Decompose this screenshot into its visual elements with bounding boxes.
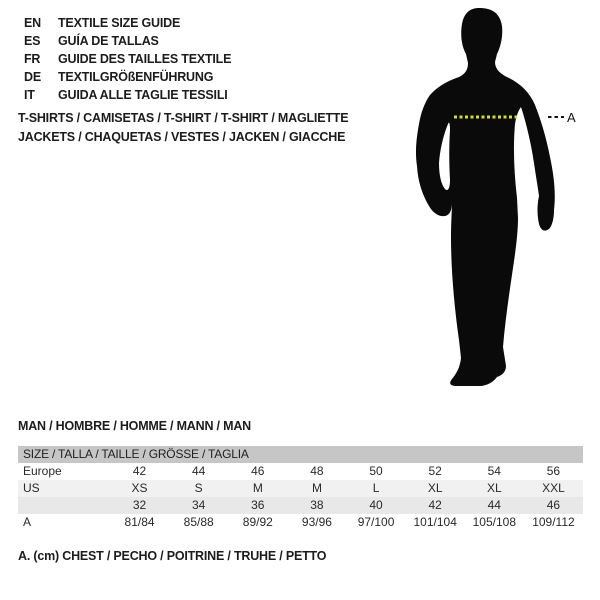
size-cell: 34: [192, 498, 206, 512]
size-cell: 81/84: [124, 515, 155, 529]
size-cell: 54: [487, 464, 501, 478]
size-cell: L: [372, 481, 380, 495]
size-cell: 89/92: [242, 515, 273, 529]
size-cell: S: [194, 481, 203, 495]
size-cell: 101/104: [413, 515, 457, 529]
size-table-header: SIZE / TALLA / TAILLE / GRÖSSE / TAGLIA: [18, 446, 583, 463]
size-cell: 97/100: [357, 515, 395, 529]
language-label: GUÍA DE TALLAS: [58, 34, 159, 48]
section-title-man: MAN / HOMBRE / HOMME / MANN / MAN: [18, 419, 251, 433]
language-code: FR: [24, 52, 41, 66]
size-table: [18, 446, 583, 531]
size-cell: 38: [310, 498, 324, 512]
size-cell: 46: [251, 464, 265, 478]
table-row-europe: [18, 463, 583, 480]
language-label: TEXTILGRÖßENFÜHRUNG: [58, 70, 214, 84]
size-cell: 93/96: [301, 515, 332, 529]
measurement-footnote: A. (cm) CHEST / PECHO / POITRINE / TRUHE / PETTO: [18, 549, 327, 563]
size-cell: 85/88: [183, 515, 214, 529]
size-cell: 32: [132, 498, 147, 512]
man-silhouette-body: [416, 8, 555, 386]
garment-types-line1: T-SHIRTS / CAMISETAS / T-SHIRT / T-SHIRT / MAGLIETTE: [18, 111, 349, 125]
size-cell: 40: [369, 498, 383, 512]
size-cell: XXL: [542, 481, 565, 495]
size-cell: XS: [131, 481, 148, 495]
language-code: IT: [24, 88, 35, 102]
table-row-us: [18, 480, 583, 497]
garment-types-line2: JACKETS / CHAQUETAS / VESTES / JACKEN / GIACCHE: [18, 130, 346, 144]
size-cell: XL: [427, 481, 443, 495]
size-cell: 105/108: [472, 515, 516, 529]
size-cell: 42: [132, 464, 147, 478]
row-label: [18, 497, 110, 514]
language-label: GUIDE DES TAILLES TEXTILE: [58, 52, 232, 66]
row-label: A: [23, 515, 32, 529]
size-cell: 36: [251, 498, 265, 512]
size-cell: M: [311, 481, 322, 495]
language-code: EN: [24, 16, 41, 30]
size-cell: XL: [486, 481, 502, 495]
size-cell: 50: [369, 464, 383, 478]
table-row-chest-cm: [18, 514, 583, 531]
table-row-numeric: [18, 497, 583, 514]
size-cell: 42: [428, 498, 442, 512]
size-cell: 44: [192, 464, 206, 478]
language-label: GUIDA ALLE TAGLIE TESSILI: [58, 88, 228, 102]
size-cell: 46: [546, 498, 561, 512]
size-cell: 109/112: [532, 515, 575, 529]
size-cell: 52: [428, 464, 442, 478]
size-cell: 56: [546, 464, 561, 478]
size-cell: M: [252, 481, 263, 495]
size-cell: 48: [310, 464, 324, 478]
row-label: US: [23, 481, 40, 495]
language-label: TEXTILE SIZE GUIDE: [58, 16, 181, 30]
measure-label-a: A: [567, 110, 576, 125]
language-code: ES: [24, 34, 41, 48]
language-code: DE: [24, 70, 41, 84]
size-cell: 44: [487, 498, 501, 512]
row-label: Europe: [23, 464, 62, 478]
